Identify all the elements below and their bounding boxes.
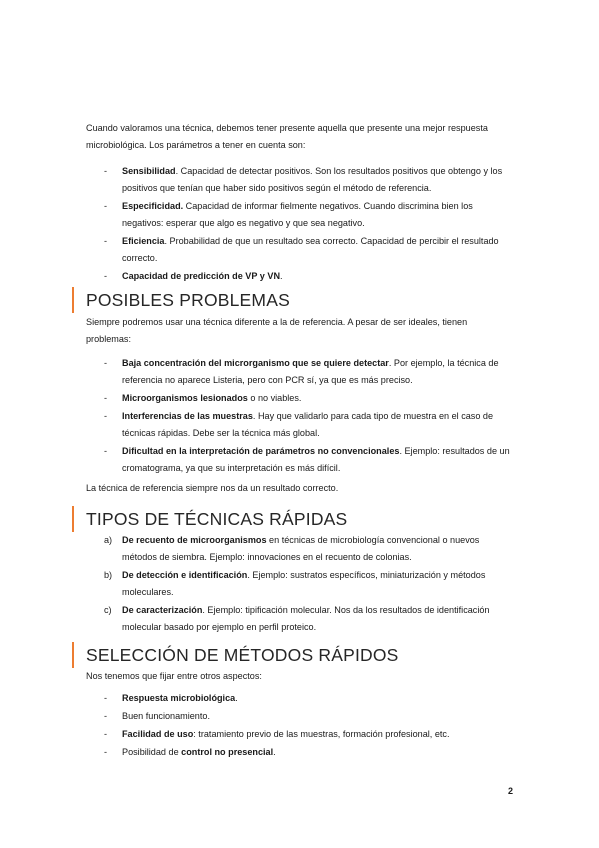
- list-bullet: -: [104, 411, 108, 421]
- list-bullet: -: [104, 236, 108, 246]
- list-item-text: . Hay que validarlo para cada tipo de muestra en el caso de técnicas rápidas. Debe ser la técnica más global.: [122, 411, 494, 438]
- types-list: [86, 532, 514, 637]
- section-heading-seleccion: SELECCIÓN DE MÉTODOS RÁPIDOS: [72, 644, 399, 666]
- list-item: [86, 198, 514, 232]
- list-item-text: .: [235, 693, 238, 703]
- list-item: [86, 567, 514, 601]
- list-bullet: -: [104, 201, 108, 211]
- list-item-term: Dificultad en la interpretación de parámetros no convencionales: [122, 446, 400, 456]
- list-item-term: Eficiencia: [122, 236, 165, 246]
- list-item: [86, 268, 514, 285]
- list-item-pre: Posibilidad de: [122, 747, 182, 757]
- list-bullet: -: [104, 446, 108, 456]
- list-item-term: Sensibilidad: [122, 166, 176, 176]
- list-item: [86, 233, 514, 267]
- list-item-term: Especificidad.: [122, 201, 184, 211]
- list-item: [86, 390, 514, 407]
- list-item-text: Capacidad de informar fielmente negativos. Cuando discrimina bien los negativos: esperar que algo es negativo y que sea negativo.: [122, 201, 473, 228]
- intro-paragraph: Cuando valoramos una técnica, debemos tener presente aquella que presente una mejor respuesta microbiológica. Los parámetros a tener en cuenta son:: [86, 123, 488, 150]
- section1-closing: La técnica de referencia siempre nos da un resultado correcto.: [86, 483, 339, 493]
- section3-intro: Nos tenemos que fijar entre otros aspectos:: [86, 671, 262, 681]
- parameters-list: [86, 163, 514, 286]
- list-item-text: en técnicas de microbiología convencional o nuevos métodos de siembra. Ejemplo: innovaciones en el recuento de colonias.: [122, 535, 480, 562]
- section-heading-problemas: POSIBLES PROBLEMAS: [72, 289, 290, 311]
- list-item-term: De detección e identificación: [122, 570, 248, 580]
- list-item-term: De caracterización: [122, 605, 203, 615]
- list-bullet: -: [104, 358, 108, 368]
- list-bullet: b): [104, 570, 113, 580]
- list-item: [86, 408, 514, 442]
- list-item-text: . Ejemplo: resultados de un cromatograma, ya que su interpretación es más difícil.: [122, 446, 510, 473]
- list-item-text: . Ejemplo: tipificación molecular. Nos da los resultados de identificación molecular basado por ejemplo en perfil proteico.: [122, 605, 490, 632]
- problems-list: [86, 355, 514, 478]
- list-item-term: Capacidad de predicción de VP y VN: [122, 271, 281, 281]
- list-item: [86, 708, 514, 725]
- list-item: [86, 355, 514, 389]
- list-bullet: -: [104, 711, 108, 721]
- list-bullet: -: [104, 393, 108, 403]
- list-item-text: o no viables.: [247, 393, 302, 403]
- selection-list: [86, 690, 514, 762]
- section1-intro: Siempre podremos usar una técnica diferente a la de referencia. A pesar de ser ideales, tienen problemas:: [86, 317, 468, 344]
- list-item-term: Baja concentración del microrganismo que se quiere detectar: [122, 358, 389, 368]
- list-bullet: -: [104, 693, 108, 703]
- section-heading-tipos: TIPOS DE TÉCNICAS RÁPIDAS: [72, 508, 347, 530]
- list-item-text: . Por ejemplo, la técnica de referencia no aparece Listeria, pero con PCR sí, ya que es más preciso.: [122, 358, 499, 385]
- list-item-text: . Capacidad de detectar positivos. Son los resultados positivos que obtengo y los positivos que tenían que haber sido positivos según el método de referencia.: [122, 166, 503, 193]
- list-item-text: : tratamiento previo de las muestras, formación profesional, etc.: [193, 729, 450, 739]
- page-number: 2: [508, 786, 514, 796]
- list-item-term: Facilidad de uso: [122, 729, 194, 739]
- list-bullet: -: [104, 747, 108, 757]
- list-bullet: -: [104, 271, 108, 281]
- list-item: [86, 443, 514, 477]
- list-item-term: Interferencias de las muestras: [122, 411, 253, 421]
- list-item-term: control no presencial: [181, 747, 274, 757]
- list-bullet: a): [104, 535, 113, 545]
- list-item-text: .: [280, 271, 283, 281]
- list-bullet: -: [104, 729, 108, 739]
- list-item-term: De recuento de microorganismos: [122, 535, 267, 545]
- list-item-text: . Ejemplo: sustratos específicos, miniaturización y métodos moleculares.: [122, 570, 486, 597]
- list-item-term: Respuesta microbiológica: [122, 693, 236, 703]
- list-item: [86, 163, 514, 197]
- list-item-text: Buen funcionamiento.: [122, 711, 210, 721]
- list-item: [86, 532, 514, 566]
- list-item-text: . Probabilidad de que un resultado sea correcto. Capacidad de percibir el resultado correcto.: [122, 236, 499, 263]
- list-bullet: c): [104, 605, 112, 615]
- list-item-text: .: [273, 747, 276, 757]
- list-item-term: Microorganismos lesionados: [122, 393, 248, 403]
- list-item: [86, 690, 514, 707]
- list-item: [86, 726, 514, 743]
- list-item: [86, 602, 514, 636]
- list-item: [86, 744, 514, 761]
- list-bullet: -: [104, 166, 108, 176]
